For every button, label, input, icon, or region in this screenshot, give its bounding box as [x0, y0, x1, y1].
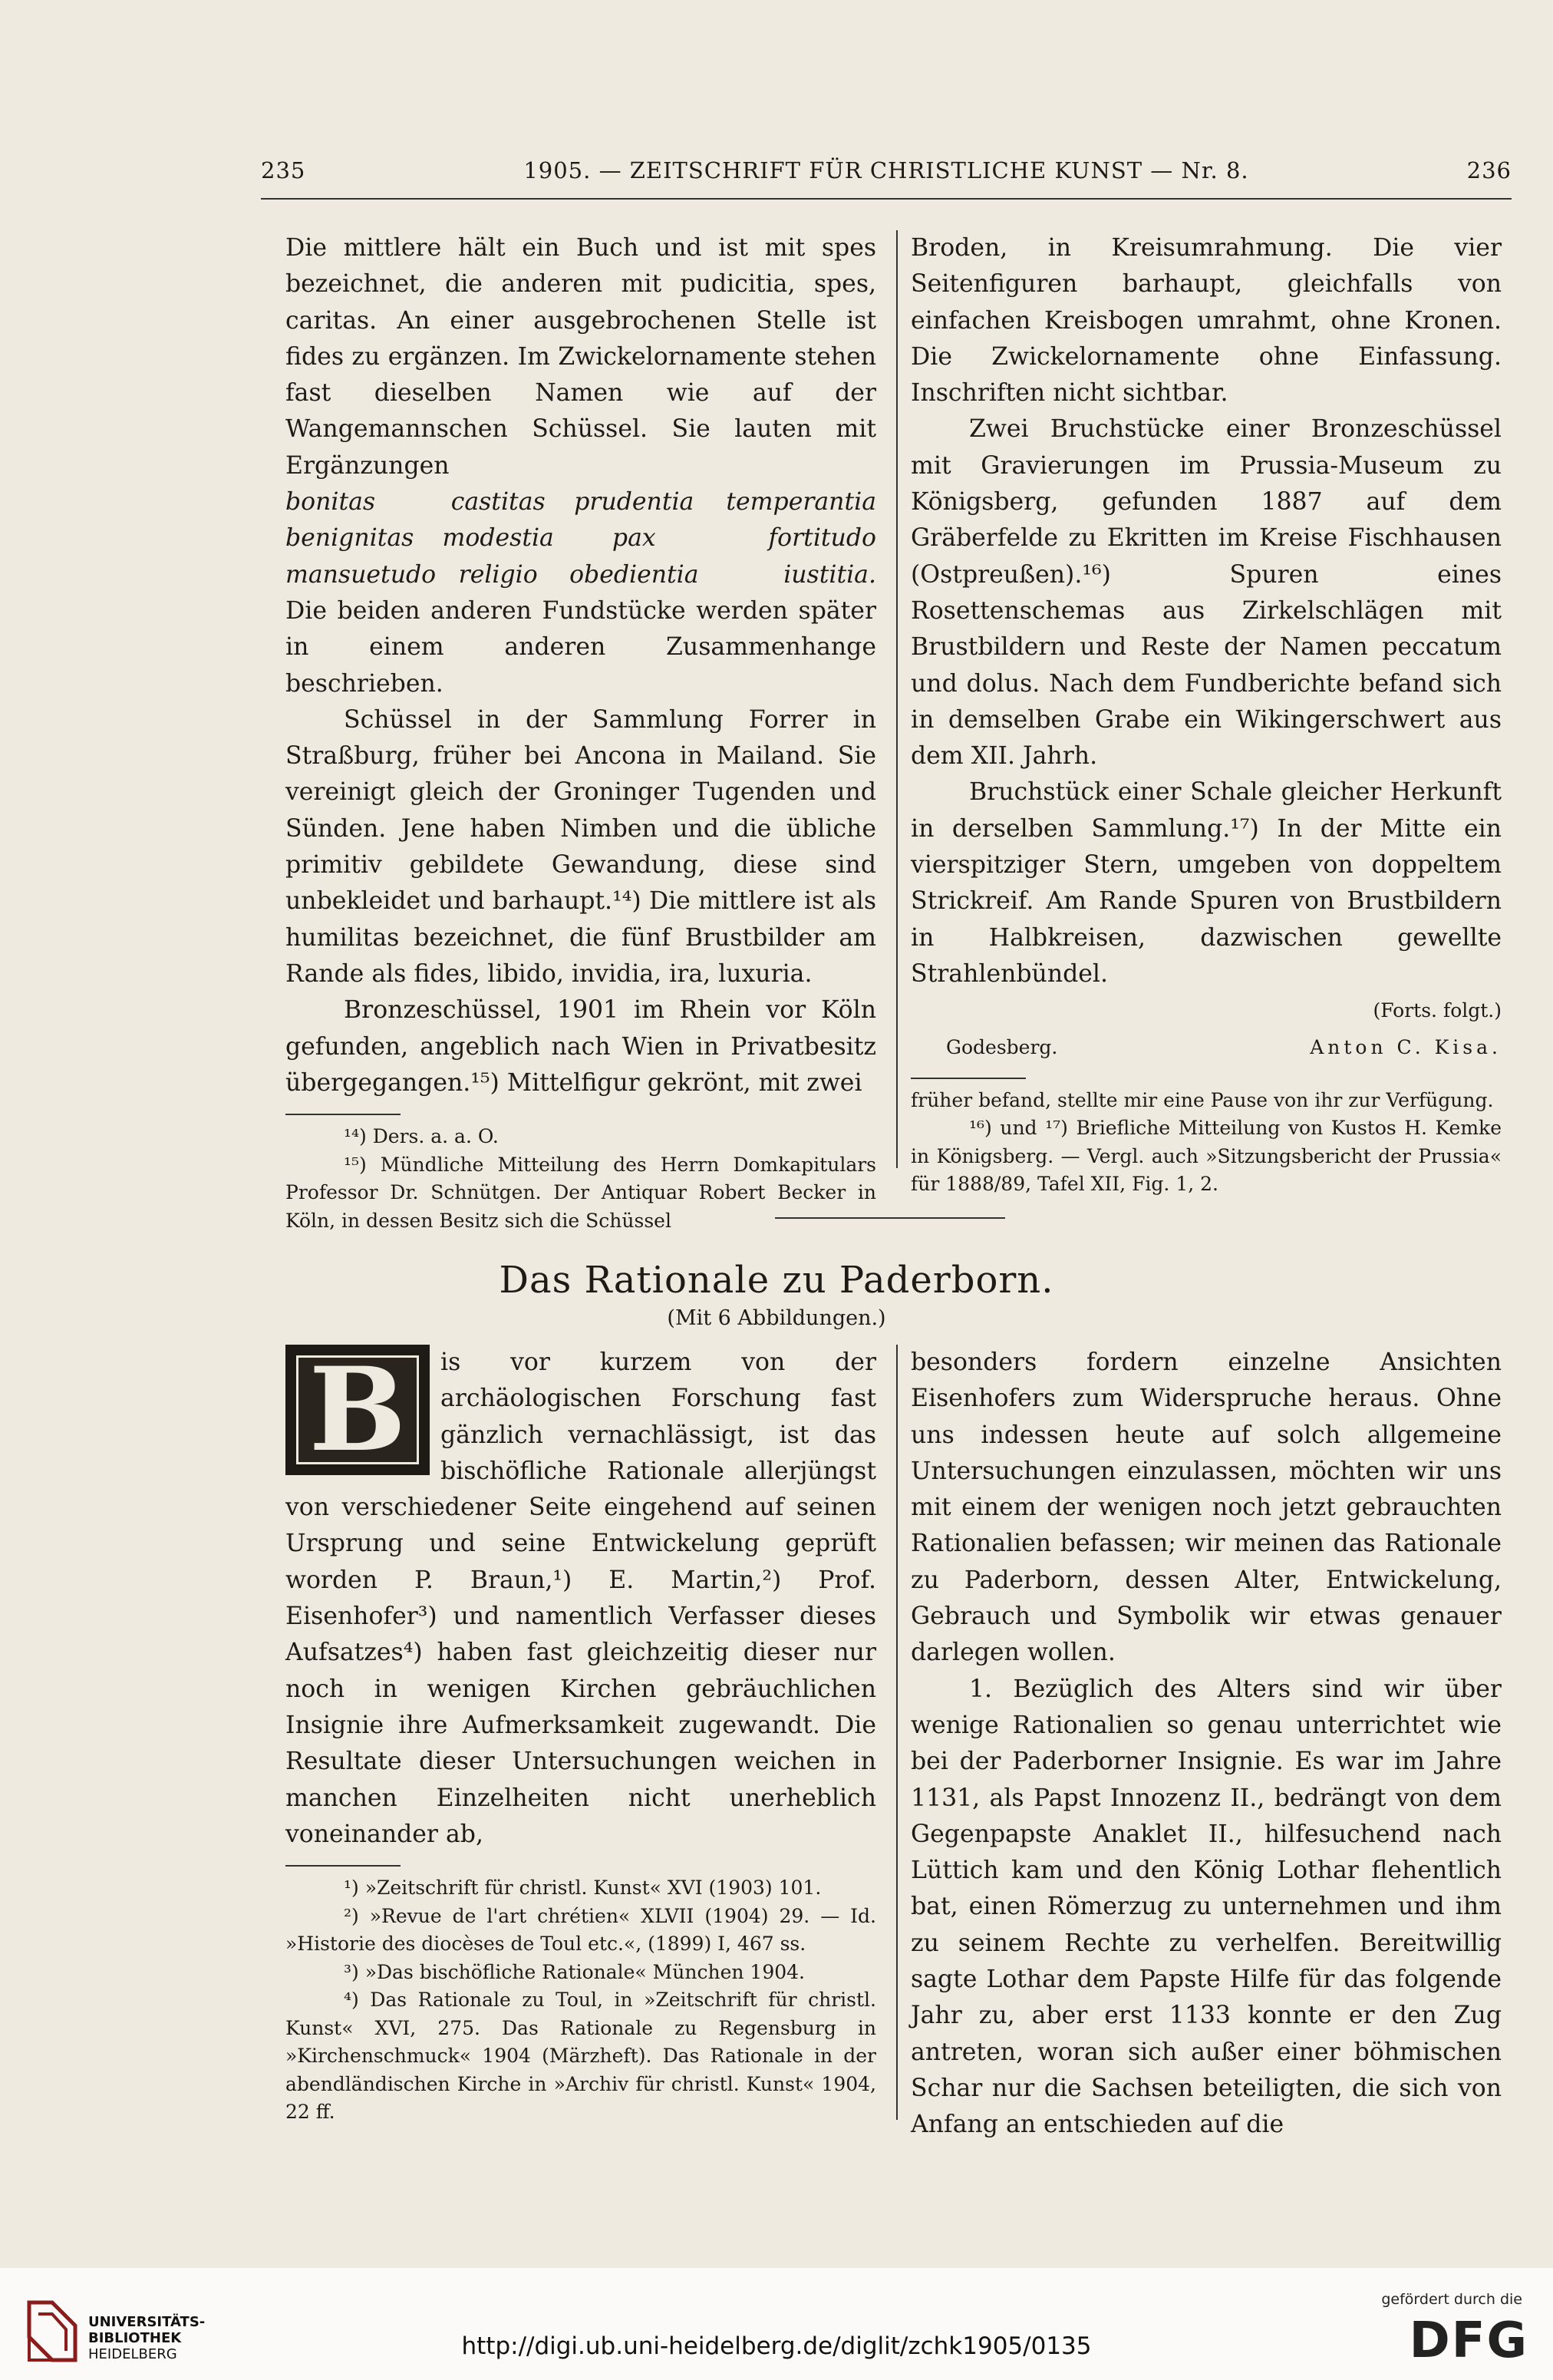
permalink[interactable]: http://digi.ub.uni-heidelberg.de/diglit/zchk1905/0135	[461, 2332, 1092, 2360]
paragraph: 1. Bezüglich des Alters sind wir über wenige Rationalien so genau unterrichtet wie bei der Paderborner Insignie. Es war im Jahre 1131, als Papst Innozenz II., bedrängt von dem Gegenpapste Anaklet II., hilfesuchend nach Lüttich kam und den König Lothar flehentlich bat, einen Römerzug zu unternehmen und ihm zu seinem Rechte zu verhelfen. Bereitwillig sagte Lothar dem Papste Hilfe für das folgende Jahr zu, aber erst 1133 konnte er den Zug antreten, woran sich außer einer böhmischen Schar nur die Sachsen beteiligten, die sich von Anfang an entschieden auf die	[911, 1675, 1502, 2139]
virtue: bonitas	[285, 488, 376, 517]
footnote: früher befand, stellte mir eine Pause von ihr zur Verfügung.	[911, 1088, 1494, 1111]
paragraph: Broden, in Kreisumrahmung. Die vier Seitenfiguren barhaupt, gleichfalls von einfachen Kreisbogen umrahmt, ohne Kronen. Die Zwickelornamente ohne Einfassung. Inschriften nicht sichtbar.	[911, 234, 1502, 408]
virtue: mansuetudo	[285, 560, 437, 589]
journal-header: 1905. — ZEITSCHRIFT FÜR CHRISTLICHE KUNST — Nr. 8.	[523, 157, 1249, 183]
paragraph: Zwei Bruchstücke einer Bronzeschüssel mit Gravierungen im Prussia-Museum zu Königsberg, gefunden 1887 auf dem Gräberfelde zu Ekritten im Kreise Fischhausen (Ostpreußen).¹⁶) Spuren eines Rosettenschemas aus Zirkelschlägen mit Brustbildern und Reste der Namen peccatum und dolus. Nach dem Fundberichte befand sich in demselben Grabe ein Wikingerschwert aus dem XII. Jahrh.	[911, 415, 1502, 771]
virtue: benignitas	[285, 524, 414, 553]
paragraph: Bronzeschüssel, 1901 im Rhein vor Köln gefunden, angeblich nach Wien in Privatbesitz übergegangen.¹⁵) Mittelfigur gekrönt, mit zwei	[285, 996, 876, 1097]
virtue: obedientia	[569, 560, 699, 589]
paragraph: Die mittlere hält ein Buch und ist mit spes bezeichnet, die anderen mit pudicitia, spes, caritas. An einer ausgebrochenen Stelle ist fides zu ergänzen. Im Zwickelornamente stehen fast dieselben Namen wie auf der Wangemannschen Schüssel. Sie lauten mit Ergänzungen	[285, 234, 876, 480]
footnote: ¹⁵) Mündliche Mitteilung des Herrn Domkapitulars Professor Dr. Schnütgen. Der Antiquar Robert Becker in Köln, in dessen Besitz sich die Schüssel	[285, 1153, 876, 1232]
continuation-note: (Forts. folgt.)	[1373, 999, 1502, 1022]
library-line: BIBLIOTHEK	[88, 2330, 182, 2346]
virtue: iustitia.	[783, 560, 876, 589]
page-number-left: 235	[261, 157, 306, 183]
footnote: ¹⁴) Ders. a. a. O.	[344, 1125, 499, 1148]
paragraph: besonders fordern einzelne Ansichten Eisenhofers zum Widerspruche heraus. Ohne uns indessen heute auf solch allgemeine Untersuchungen einzulassen, möchten wir uns mit einem der wenigen noch jetzt gebrauchten Rationalien befassen; wir meinen das Rationale zu Paderborn, dessen Alter, Entwickelung, Gebrauch und Symbolik wir etwas genauer darlegen wollen.	[911, 1348, 1502, 1667]
paragraph: Schüssel in der Sammlung Forrer in Straßburg, früher bei Ancona in Mailand. Sie vereinigt gleich der Groninger Tugenden und Sünden. Jene haben Nimben und die übliche primitiv gebildete Gewandung, diese sind unbekleidet und barhaupt.¹⁴) Die mittlere ist als humilitas bezeichnet, die fünf Brustbilder am Rande als fides, libido, invidia, ira, luxuria.	[285, 705, 876, 988]
footnote: ²) »Revue de l'art chrétien« XLVII (1904) 29. — Id. »Historie des diocèses de Toul etc.«, (1899) I, 467 ss.	[285, 1904, 876, 1956]
column-right-top	[911, 230, 1502, 1199]
column-divider-bottom	[896, 1345, 898, 2120]
virtue: prudentia	[574, 488, 694, 517]
library-line: UNIVERSITÄTS-	[88, 2314, 206, 2330]
column-right-bottom	[911, 1345, 1502, 2144]
article-subtitle: (Mit 6 Abbildungen.)	[667, 1306, 886, 1330]
column-left-top	[285, 230, 876, 1235]
virtue: religio	[458, 560, 538, 589]
decorated-initial	[285, 1342, 430, 1477]
virtue: castitas	[450, 488, 546, 517]
footnote: ⁴) Das Rationale zu Toul, in »Zeitschrift für christl. Kunst« XVI, 275. Das Rationale zu Regensburg in »Kirchenschmuck« 1904 (Märzheft). Das Rationale in der abendländischen Kirche in »Archiv für christl. Kunst« 1904, 22 ff.	[285, 1989, 876, 2124]
library-line: HEIDELBERG	[88, 2346, 177, 2362]
dfg-logo: DFG	[1409, 2312, 1528, 2369]
running-header	[261, 157, 1512, 196]
footnote: ¹⁶) und ¹⁷) Briefliche Mitteilung von Kustos H. Kemke in Königsberg. — Vergl. auch »Sitzungsbericht der Prussia« für 1888/89, Tafel XII, Fig. 1, 2.	[911, 1117, 1502, 1196]
footnote-rule	[285, 1865, 401, 1867]
paragraph: is vor kurzem von der archäologischen Forschung fast gänzlich vernachlässigt, ist das bischöfliche Rationale allerjüngst von verschiedener Seite eingehend auf seinen Ursprung und seine Entwickelung geprüft worden P. Braun,¹) E. Martin,²) Prof. Eisenhofer³) und namentlich Verfasser dieses Aufsatzes⁴) haben fast gleichzeitig dieser nur noch in wenigen Kirchen gebräuchlichen Insignie ihre Aufmerksamkeit zugewandt. Die Resultate dieser Untersuchungen weichen in manchen Einzelheiten nicht unerheblich voneinander ab,	[285, 1348, 876, 1848]
funding-label: gefördert durch die	[1381, 2291, 1522, 2308]
initial-letter: B	[308, 1342, 407, 1477]
header-rule	[261, 198, 1512, 200]
signature-line	[911, 1029, 1502, 1065]
column-divider-top	[896, 230, 898, 1168]
page-number-right: 236	[1466, 157, 1512, 183]
footer-bar	[0, 2268, 1553, 2380]
signature-place: Godesberg.	[946, 1035, 1058, 1058]
footnote: ¹) »Zeitschrift für christl. Kunst« XVI (1903) 101.	[344, 1877, 822, 1900]
paragraph: Die beiden anderen Fundstücke werden später in einem anderen Zusammenhange beschrieben.	[285, 596, 876, 698]
virtue: modestia	[442, 524, 554, 553]
footnote-rule	[911, 1078, 1026, 1079]
paragraph: Bruchstück einer Schale gleicher Herkunft in derselben Sammlung.¹⁷) In der Mitte ein vierspitziger Stern, umgeben von doppeltem Strickreif. Am Rande Spuren von Brustbildern in Halbkreisen, dazwischen gewellte Strahlenbündel.	[911, 778, 1502, 988]
column-left-bottom	[285, 1342, 876, 2127]
signature-author: Anton C. Kisa.	[1310, 1035, 1502, 1058]
article-title: Das Rationale zu Paderborn.	[499, 1259, 1054, 1302]
section-rule	[775, 1217, 1005, 1219]
virtues-list	[285, 484, 876, 593]
footnote-rule	[285, 1114, 401, 1115]
footnote: ³) »Das bischöfliche Rationale« München 1904.	[344, 1960, 805, 1983]
virtue: temperantia	[726, 488, 876, 517]
virtue: pax	[612, 524, 656, 553]
virtue: fortitudo	[768, 524, 876, 553]
